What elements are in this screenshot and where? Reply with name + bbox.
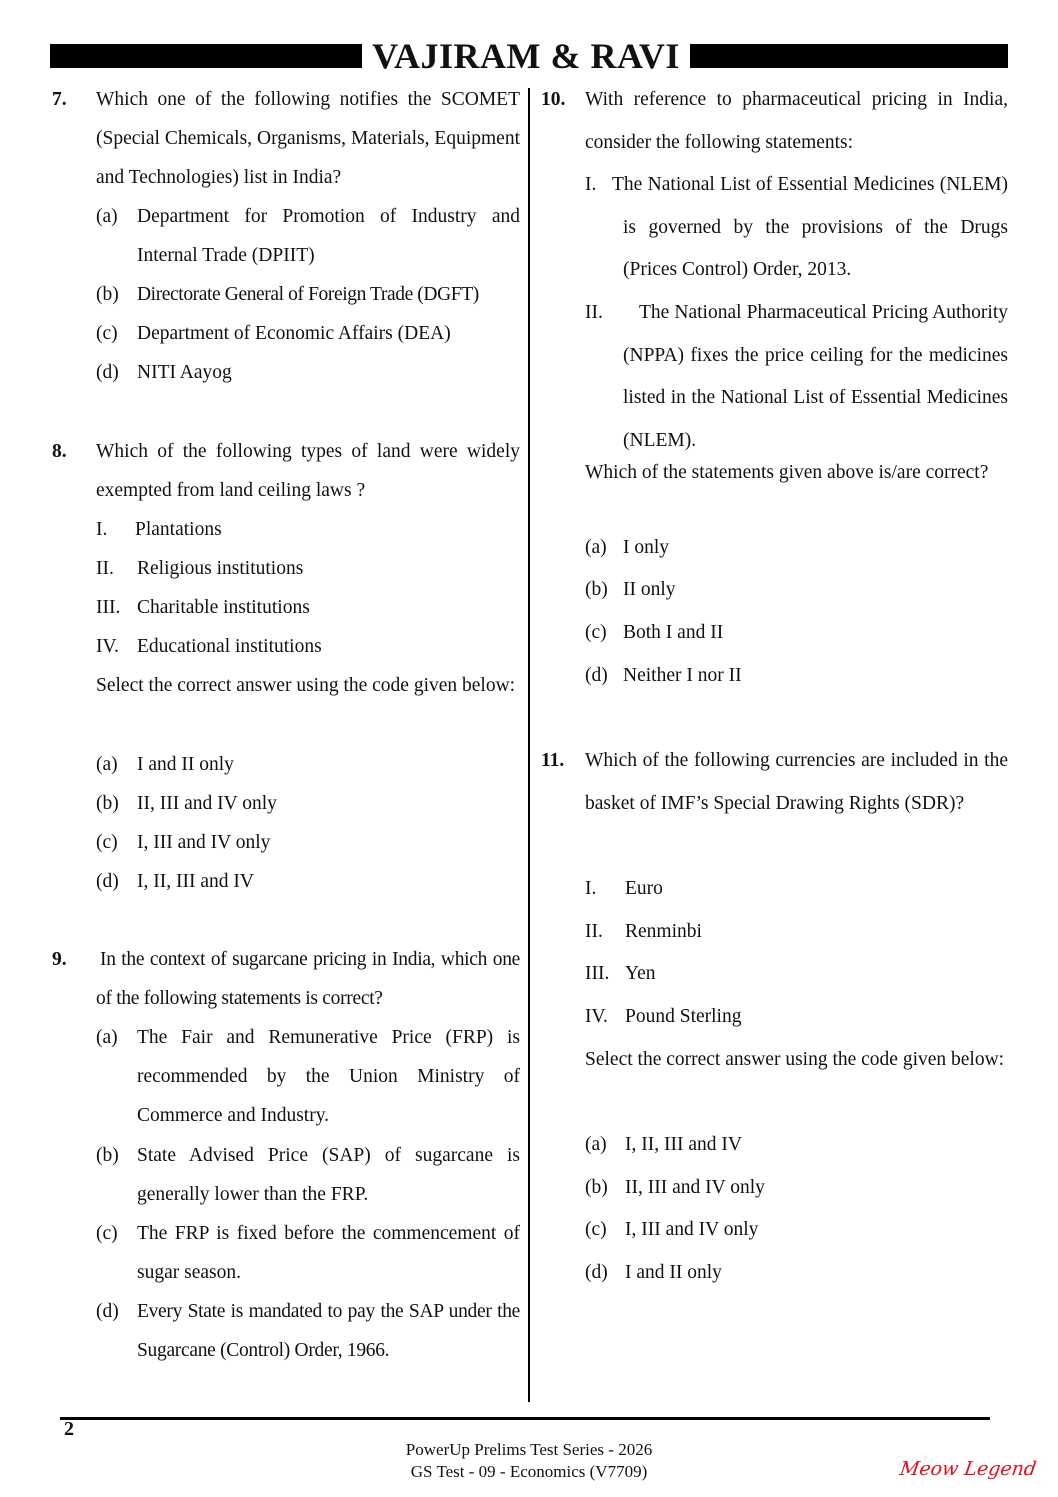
- question-number: 9.: [52, 949, 67, 970]
- statement-label: IV.: [96, 636, 119, 657]
- statement-label: IV.: [585, 1006, 608, 1027]
- question-stem: Which one of the following notifies the SCOMET (Special Chemicals, Organisms, Materials, Equipment and Technologies) list in India?: [96, 89, 520, 188]
- option-text: The Fair and Remunerative Price (FRP) is recommended by the Union Ministry of Commerce and Industry.: [137, 1027, 520, 1126]
- option-label: (a): [585, 1134, 607, 1155]
- option-label: (c): [585, 622, 607, 643]
- question-number: 7.: [52, 89, 67, 110]
- option-label: (b): [96, 793, 119, 814]
- question-stem: Which of the following types of land were widely exempted from land ceiling laws ?: [96, 441, 520, 501]
- statement-text: Plantations: [135, 519, 222, 540]
- header-bar-left: [50, 44, 362, 68]
- answer-instruction: Select the correct answer using the code given below:: [96, 675, 516, 696]
- option-text: Directorate General of Foreign Trade (DGFT): [137, 284, 479, 305]
- statement-text: Euro: [625, 878, 663, 899]
- page-number: 2: [64, 1418, 74, 1440]
- statement-text-content: The National List of Essential Medicines (NLEM) is governed by the provisions of the Drugs (Prices Control) Order, 2013.: [612, 174, 1008, 281]
- option-text: Both I and II: [623, 622, 724, 643]
- option-text: I only: [623, 537, 670, 558]
- option-text: I, II, III and IV: [625, 1134, 742, 1155]
- option-text: Every State is mandated to pay the SAP under the Sugarcane (Control) Order, 1966.: [137, 1301, 520, 1361]
- answer-instruction: Which of the statements given above is/are correct?: [585, 462, 989, 483]
- option-label: (d): [585, 665, 608, 686]
- option-label: (b): [585, 579, 608, 600]
- column-divider: [528, 88, 530, 1402]
- question-stem: Which of the following currencies are included in the basket of IMF’s Special Drawing Rights (SDR)?: [585, 750, 1008, 814]
- option-text: The FRP is fixed before the commencement of sugar season.: [137, 1223, 520, 1283]
- option-label: (c): [96, 323, 118, 344]
- option-text: I and II only: [137, 754, 234, 775]
- question-number: 11.: [541, 750, 565, 771]
- statement-text: Yen: [625, 963, 656, 984]
- statement-label: III.: [96, 597, 121, 618]
- option-text: Department for Promotion of Industry and Internal Trade (DPIIT): [137, 206, 520, 266]
- header-bar-right: [690, 44, 1008, 68]
- option-text: II only: [623, 579, 676, 600]
- option-label: (d): [96, 362, 119, 383]
- option-text: Department of Economic Affairs (DEA): [137, 323, 451, 344]
- option-text: Neither I nor II: [623, 665, 742, 686]
- footer-series: PowerUp Prelims Test Series - 2026: [405, 1440, 653, 1459]
- footer-rule: [60, 1417, 990, 1420]
- option-label: (c): [585, 1219, 607, 1240]
- statement-text: Renminbi: [625, 921, 702, 942]
- option-label: (a): [96, 206, 118, 227]
- option-label: (c): [96, 832, 118, 853]
- option-label: (d): [96, 1301, 119, 1322]
- statement-text-content: The National Pharmaceutical Pricing Authority (NPPA) fixes the price ceiling for the medicines listed in the National List of Essential Medicines (NLEM).: [623, 302, 1008, 451]
- statement-label: II.: [585, 921, 603, 942]
- option-label: (b): [585, 1177, 608, 1198]
- answer-instruction: Select the correct answer using the code given below:: [585, 1049, 1005, 1070]
- question-number: 8.: [52, 441, 67, 462]
- statement-label: II.: [585, 302, 603, 323]
- footer-test-name: GS Test - 09 - Economics (V7709): [410, 1462, 648, 1481]
- option-label: (a): [96, 1027, 118, 1048]
- option-label: (c): [96, 1223, 118, 1244]
- question-stem: With reference to pharmaceutical pricing in India, consider the following statements:: [585, 89, 1008, 153]
- option-text: I and II only: [625, 1262, 722, 1283]
- statement-text: Educational institutions: [137, 636, 322, 657]
- statement-label: I.: [585, 174, 597, 195]
- statement-text: Pound Sterling: [625, 1006, 742, 1027]
- option-text: State Advised Price (SAP) of sugarcane is generally lower than the FRP.: [137, 1145, 520, 1205]
- option-label: (a): [585, 537, 607, 558]
- option-text: II, III and IV only: [137, 793, 277, 814]
- statement-label: II.: [96, 558, 114, 579]
- option-text: I, III and IV only: [625, 1219, 759, 1240]
- option-label: (b): [96, 284, 119, 305]
- statement-label: I.: [96, 519, 108, 540]
- question-number: 10.: [541, 89, 566, 110]
- statement-text: [585, 164, 1008, 292]
- statement-text: [585, 292, 1008, 462]
- question-stem: In the context of sugarcane pricing in India, which one of the following statements is correct?: [96, 949, 520, 1009]
- statement-text: Charitable institutions: [137, 597, 310, 618]
- option-label: (b): [96, 1145, 119, 1166]
- watermark-logo: Meow Legend: [898, 1458, 1038, 1480]
- statement-label: I.: [585, 878, 597, 899]
- header-title: VAJIRAM & RAVI: [372, 36, 680, 76]
- option-label: (a): [96, 754, 118, 775]
- option-label: (d): [585, 1262, 608, 1283]
- option-text: I, II, III and IV: [137, 871, 254, 892]
- statement-label: III.: [585, 963, 610, 984]
- statement-text: Religious institutions: [137, 558, 304, 579]
- option-text: II, III and IV only: [625, 1177, 765, 1198]
- option-text: I, III and IV only: [137, 832, 271, 853]
- option-text: NITI Aayog: [137, 362, 232, 383]
- option-label: (d): [96, 871, 119, 892]
